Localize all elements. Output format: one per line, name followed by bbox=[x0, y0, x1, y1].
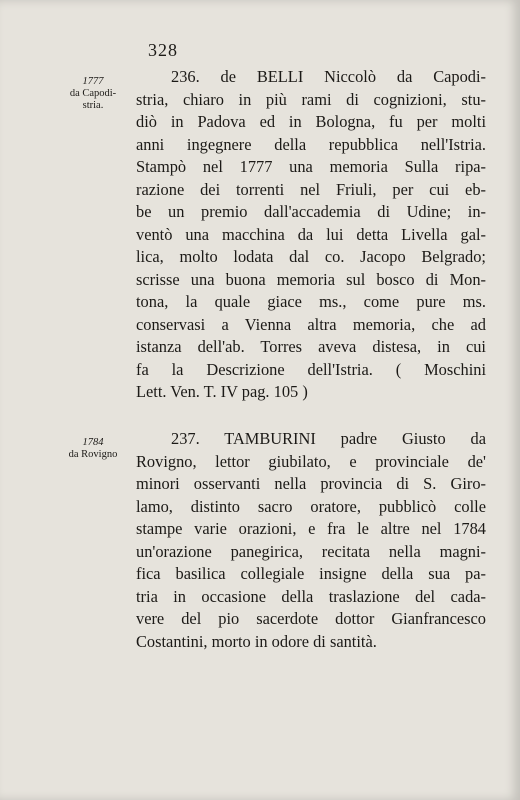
text-line: lamo, distinto sacro oratore, pubblicò colle bbox=[136, 496, 486, 516]
text-line: minori osservanti nella provincia di S. Giro- bbox=[136, 474, 486, 493]
margin-place: da Rovigno bbox=[68, 449, 118, 460]
text-line: 237. TAMBURINI padre Giusto da bbox=[171, 429, 486, 448]
text-line: un'orazione panegirica, recitata nella magni- bbox=[136, 541, 486, 561]
text-line: diò in Padova ed in Bologna, fu per molti bbox=[136, 112, 486, 131]
text-line: vere del pio sacerdote dottor Gianfrancesco bbox=[136, 609, 486, 628]
text-line: tona, la quale giace ms., come pure ms. bbox=[136, 292, 486, 311]
margin-year: 1784 bbox=[82, 437, 104, 448]
text-line: Rovigno, lettor giubilato, e provinciale de' bbox=[136, 451, 486, 471]
margin-note-entry-236 bbox=[58, 76, 128, 112]
text-line: lica, molto lodata dal co. Jacopo Belgrado; bbox=[136, 247, 486, 266]
margin-place: da Capodi- bbox=[69, 88, 117, 99]
text-line: 236. de BELLI Niccolò da Capodi- bbox=[171, 67, 486, 86]
entry-237 bbox=[136, 428, 486, 653]
margin-place-cont: stria. bbox=[82, 100, 104, 111]
page-number: 328 bbox=[148, 40, 178, 60]
margin-note-entry-237 bbox=[58, 437, 128, 461]
text-line: razione dei torrenti nel Friuli, per cui eb- bbox=[136, 179, 486, 199]
text-line: anni ingegnere della repubblica nell'Istria. bbox=[136, 134, 486, 154]
text-line: stampe varie orazioni, e fra le altre nel 1784 bbox=[136, 519, 486, 538]
entry-236 bbox=[136, 66, 486, 404]
text-line: fica basilica collegiale insigne della sua pa- bbox=[136, 564, 486, 583]
text-line: Lett. Ven. T. IV pag. 105 ) bbox=[136, 382, 308, 401]
text-line: ventò una macchina da lui detta Livella gal- bbox=[136, 224, 486, 244]
text-line: istanza dell'ab. Torres aveva distesa, in cui bbox=[136, 337, 486, 356]
text-line: tria in occasione della traslazione del cada- bbox=[136, 586, 486, 606]
text-line: conservasi a Vienna altra memoria, che ad bbox=[136, 314, 486, 334]
text-line: be un premio dall'accademia di Udine; in- bbox=[136, 202, 486, 221]
text-line: stria, chiaro in più rami di cognizioni, stu- bbox=[136, 89, 486, 109]
text-line: fa la Descrizione dell'Istria. ( Moschini bbox=[136, 359, 486, 379]
text-line: Costantini, morto in odore di santità. bbox=[136, 631, 377, 651]
text-line: Stampò nel 1777 una memoria Sulla ripa- bbox=[136, 157, 486, 176]
margin-year: 1777 bbox=[82, 76, 104, 87]
text-line: scrisse una buona memoria sul bosco di Mon- bbox=[136, 269, 486, 289]
